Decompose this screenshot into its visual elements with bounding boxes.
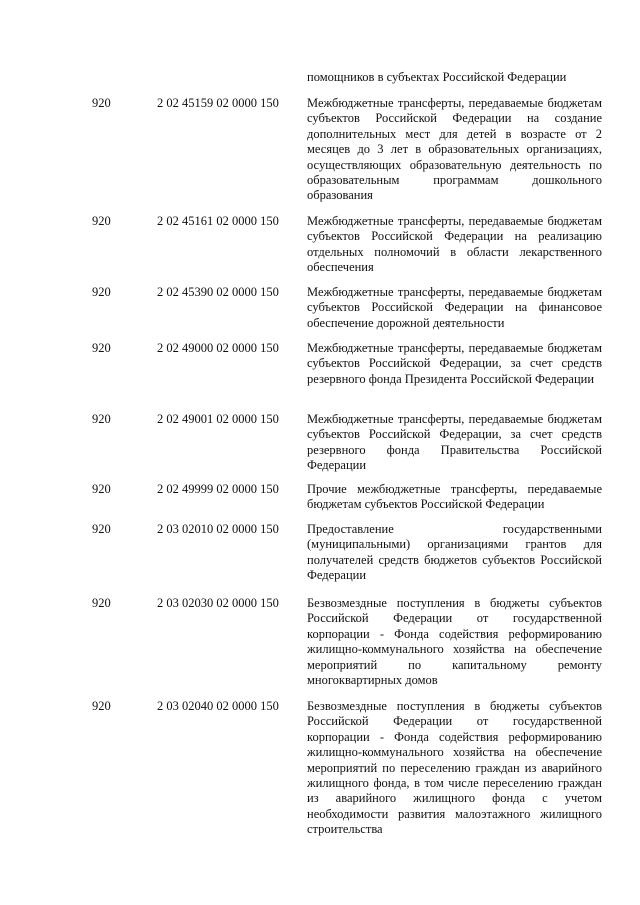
budget-code: 2 02 45159 02 0000 150 [157, 96, 279, 110]
admin-code: 920 [92, 214, 111, 228]
admin-code: 920 [92, 341, 111, 355]
row-description: Межбюджетные трансферты, передаваемые бюджетам субъектов Российской Федерации, за счет средств резервного фонда Правительства Российской Федерации [307, 412, 602, 473]
budget-code: 2 02 49000 02 0000 150 [157, 341, 279, 355]
budget-code: 2 02 49001 02 0000 150 [157, 412, 279, 426]
row-description: Межбюджетные трансферты, передаваемые бюджетам субъектов Российской Федерации на реализацию отдельных полномочий в области лекарственного обеспечения [307, 214, 602, 275]
row-description: Предоставление государственными (муниципальными) организациями грантов для получателей средств бюджетов субъектов Российской Федерации [307, 522, 602, 583]
admin-code: 920 [92, 482, 111, 496]
admin-code: 920 [92, 96, 111, 110]
admin-code: 920 [92, 699, 111, 713]
admin-code: 920 [92, 285, 111, 299]
budget-code: 2 02 45390 02 0000 150 [157, 285, 279, 299]
budget-code: 2 02 49999 02 0000 150 [157, 482, 279, 496]
row-description: Межбюджетные трансферты, передаваемые бюджетам субъектов Российской Федерации на создание дополнительных мест для детей в возрасте от 2 месяцев до 3 лет в образовательных организациях, осуществляющих образовательную деятельность по образовательным программам дошкольного образования [307, 96, 602, 203]
continuation-text: помощников в субъектах Российской Федерации [307, 70, 567, 84]
budget-code: 2 03 02040 02 0000 150 [157, 699, 279, 713]
row-description: Межбюджетные трансферты, передаваемые бюджетам субъектов Российской Федерации, за счет средств резервного фонда Президента Российской Федерации [307, 341, 602, 386]
admin-code: 920 [92, 412, 111, 426]
budget-code: 2 02 45161 02 0000 150 [157, 214, 279, 228]
admin-code: 920 [92, 522, 111, 536]
admin-code: 920 [92, 596, 111, 610]
row-description: Межбюджетные трансферты, передаваемые бюджетам субъектов Российской Федерации на финансовое обеспечение дорожной деятельности [307, 285, 602, 330]
budget-code: 2 03 02030 02 0000 150 [157, 596, 279, 610]
row-description: Безвозмездные поступления в бюджеты субъектов Российской Федерации от государственной корпорации - Фонда содействия реформированию жилищно-коммунального хозяйства на обеспечение мероприятий по капитальному ремонту многоквартирных домов [307, 596, 602, 688]
row-description: Безвозмездные поступления в бюджеты субъектов Российской Федерации от государственной корпорации - Фонда содействия реформированию жилищно-коммунального хозяйства на обеспечение мероприятий по переселению граждан из аварийного жилищного фонда, в том числе переселению граждан из аварийного жилищного фонда с учетом необходимости развития малоэтажного жилищного строительства [307, 699, 602, 837]
row-description: Прочие межбюджетные трансферты, передаваемые бюджетам субъектов Российской Федерации [307, 482, 602, 512]
budget-code: 2 03 02010 02 0000 150 [157, 522, 279, 536]
